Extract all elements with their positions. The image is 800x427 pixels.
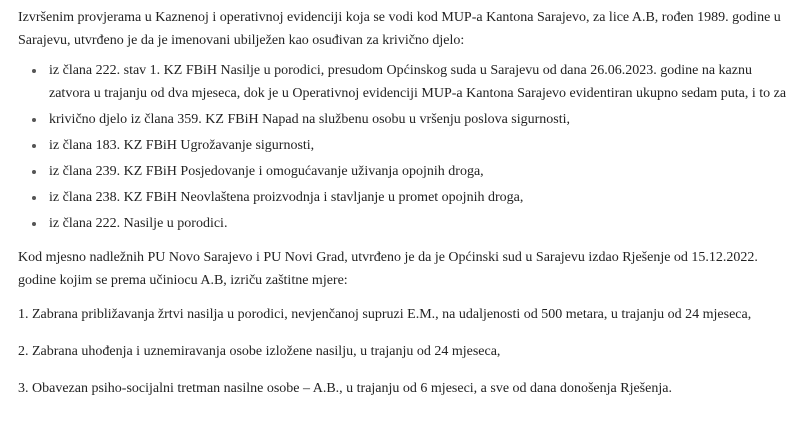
offense-list-item: krivično djelo iz člana 359. KZ FBiH Napad na službenu osobu u vršenju poslova sigurnosti,	[30, 108, 782, 131]
court-ruling-paragraph: Kod mjesno nadležnih PU Novo Sarajevo i PU Novi Grad, utvrđeno je da je Općinski sud u Sarajevu izdao Rješenje od 15.12.2022. godine kojim se prema učiniocu A.B, izriču zaštitne mjere:	[18, 250, 758, 288]
offense-list	[18, 59, 787, 235]
protective-measure-item: 1. Zabrana približavanja žrtvi nasilja u porodici, nevjenčanoj supruzi E.M., na udaljenosti od 500 metara, u trajanju od 24 mjeseca,	[18, 307, 752, 322]
offense-list-item: iz člana 222. stav 1. KZ FBiH Nasilje u porodici, presudom Općinskog suda u Sarajevu od dana 26.06.2023. godine na kaznu zatvora u trajanju od dva mjeseca, dok je u Operativnoj evidenciji MUP-a Kantona Sarajevo evidentiran ukupno sedam puta, i to za	[30, 59, 789, 105]
protective-measures-list	[18, 303, 782, 400]
offense-list-item: iz člana 222. Nasilje u porodici.	[30, 212, 782, 235]
offense-list-item: iz člana 183. KZ FBiH Ugrožavanje sigurnosti,	[30, 134, 782, 157]
offense-list-item: iz člana 239. KZ FBiH Posjedovanje i omogućavanje uživanja opojnih droga,	[30, 160, 782, 183]
protective-measure-item: 2. Zabrana uhođenja i uznemiravanja osobe izložene nasilju, u trajanju od 24 mjeseca,	[18, 344, 501, 359]
protective-measure-item: 3. Obavezan psiho-socijalni tretman nasilne osobe – A.B., u trajanju od 6 mjeseci, a sve od dana donošenja Rješenja.	[18, 381, 672, 396]
intro-paragraph: Izvršenim provjerama u Kaznenoj i operativnoj evidenciji koja se vodi kod MUP-a Kantona Sarajevo, za lice A.B, rođen 1989. godine u Sarajevu, utvrđeno je da je imenovani ubilježen kao osuđivan za krivično djelo:	[18, 10, 781, 48]
offense-list-item: iz člana 238. KZ FBiH Neovlaštena proizvodnja i stavljanje u promet opojnih droga,	[30, 186, 782, 209]
